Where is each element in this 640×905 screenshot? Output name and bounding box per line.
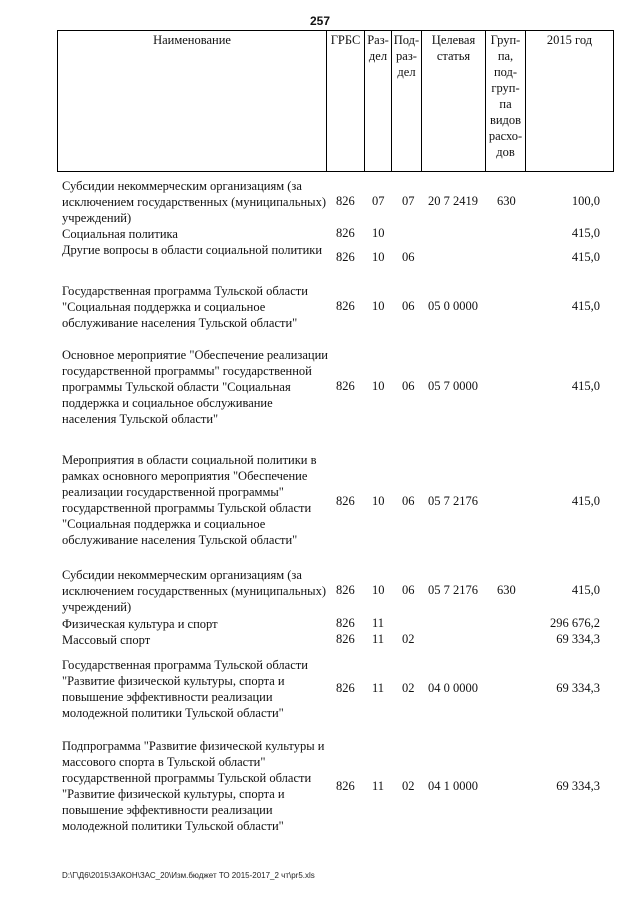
row-value: 100,0 bbox=[571, 194, 600, 208]
row-name: Другие вопросы в области социальной политики bbox=[62, 243, 323, 257]
row-value: 415,0 bbox=[571, 226, 600, 240]
header-celevaya bbox=[421, 31, 485, 171]
row-celevaya: 05 7 0000 bbox=[428, 379, 478, 393]
header-celevaya-label: Целевая статья bbox=[431, 33, 476, 63]
row-celevaya: 04 0 0000 bbox=[428, 681, 478, 695]
row-name: Государственная программа Тульской области "Социальная поддержка и социальное обслуживание населения Тульской области" bbox=[62, 284, 308, 330]
row-celevaya: 05 7 2176 bbox=[428, 494, 478, 508]
row-podrazdel: 06 bbox=[402, 299, 415, 313]
header-grbs bbox=[326, 31, 364, 171]
row-celevaya: 05 7 2176 bbox=[428, 583, 478, 597]
row-podrazdel: 06 bbox=[402, 583, 415, 597]
header-grbs-label: ГРБС bbox=[330, 33, 361, 47]
row-razdel: 10 bbox=[372, 494, 385, 508]
row-razdel: 10 bbox=[372, 226, 385, 240]
row-podrazdel: 02 bbox=[402, 681, 415, 695]
row-name: Массовый спорт bbox=[62, 633, 151, 647]
header-podrazdel bbox=[391, 31, 421, 171]
row-name: Социальная политика bbox=[62, 227, 178, 241]
row-name: Субсидии некоммерческим организациям (за исключением государственных (муниципальных) учреждений) bbox=[62, 568, 326, 614]
header-podrazdel-label: Под- раз- дел bbox=[393, 33, 420, 79]
header-gruppa-label: Груп- па, под- груп- па видов расхо- дов bbox=[488, 33, 523, 159]
row-gruppa: 630 bbox=[497, 194, 516, 208]
row-podrazdel: 02 bbox=[402, 632, 415, 646]
row-razdel: 11 bbox=[372, 632, 385, 646]
table-header bbox=[57, 30, 614, 172]
row-razdel: 10 bbox=[372, 250, 385, 264]
row-podrazdel: 06 bbox=[402, 379, 415, 393]
row-name: Основное мероприятие "Обеспечение реализации государственной программы" государственной программы Тульской области "Социальная поддержка и социальное обслуживание населения Тульской области" bbox=[62, 348, 328, 426]
row-razdel: 07 bbox=[372, 194, 385, 208]
row-value: 415,0 bbox=[571, 583, 600, 597]
header-name bbox=[58, 31, 326, 171]
row-podrazdel: 02 bbox=[402, 779, 415, 793]
header-year-label: 2015 год bbox=[546, 33, 593, 47]
header-razdel-label: Раз- дел bbox=[367, 33, 389, 63]
row-grbs: 826 bbox=[336, 379, 355, 393]
header-razdel bbox=[364, 31, 391, 171]
row-name: Мероприятия в области социальной политики в рамках основного мероприятия "Обеспечение реализации государственной программы" государственной программы Тульской области "Социальная поддержка и социальное обслуживание населения Тульской области" bbox=[62, 453, 317, 547]
row-name: Субсидии некоммерческим организациям (за исключением государственных (муниципальных) учреждений) bbox=[62, 179, 326, 225]
row-grbs: 826 bbox=[336, 583, 355, 597]
file-path-footer: D:\Г\Д6\2015\ЗАКОН\ЗАС_20\Изм.бюджет ТО 2015-2017_2 чт\pr5.xls bbox=[62, 871, 315, 880]
row-name: Государственная программа Тульской области "Развитие физической культуры, спорта и повышение эффективности реализации молодежной политики Тульской области" bbox=[62, 658, 308, 720]
row-grbs: 826 bbox=[336, 226, 355, 240]
row-podrazdel: 06 bbox=[402, 250, 415, 264]
row-razdel: 11 bbox=[372, 779, 385, 793]
header-gruppa bbox=[485, 31, 525, 171]
page-number: 257 bbox=[309, 14, 331, 28]
row-value: 415,0 bbox=[571, 250, 600, 264]
row-grbs: 826 bbox=[336, 681, 355, 695]
row-razdel: 10 bbox=[372, 583, 385, 597]
row-razdel: 10 bbox=[372, 299, 385, 313]
row-value: 415,0 bbox=[571, 494, 600, 508]
row-name: Подпрограмма "Развитие физической культуры и массового спорта в Тульской области" государственной программы Тульской области "Развитие физической культуры, спорта и повышение эффективности реализации молодежной политики Тульской области" bbox=[62, 739, 325, 833]
row-value: 69 334,3 bbox=[556, 632, 600, 646]
row-value: 69 334,3 bbox=[556, 681, 600, 695]
row-celevaya: 20 7 2419 bbox=[428, 194, 478, 208]
row-razdel: 10 bbox=[372, 379, 385, 393]
row-value: 415,0 bbox=[571, 379, 600, 393]
header-name-label: Наименование bbox=[153, 33, 231, 47]
row-grbs: 826 bbox=[336, 250, 355, 264]
row-value: 296 676,2 bbox=[550, 616, 600, 630]
row-podrazdel: 07 bbox=[402, 194, 415, 208]
row-grbs: 826 bbox=[336, 494, 355, 508]
header-year bbox=[525, 31, 613, 171]
row-grbs: 826 bbox=[336, 632, 355, 646]
row-razdel: 11 bbox=[372, 681, 385, 695]
row-podrazdel: 06 bbox=[402, 494, 415, 508]
row-grbs: 826 bbox=[336, 194, 355, 208]
row-value: 415,0 bbox=[571, 299, 600, 313]
row-celevaya: 05 0 0000 bbox=[428, 299, 478, 313]
row-grbs: 826 bbox=[336, 779, 355, 793]
row-value: 69 334,3 bbox=[556, 779, 600, 793]
row-grbs: 826 bbox=[336, 616, 355, 630]
row-name: Физическая культура и спорт bbox=[62, 617, 218, 631]
row-celevaya: 04 1 0000 bbox=[428, 779, 478, 793]
row-razdel: 11 bbox=[372, 616, 385, 630]
row-gruppa: 630 bbox=[497, 583, 516, 597]
row-grbs: 826 bbox=[336, 299, 355, 313]
